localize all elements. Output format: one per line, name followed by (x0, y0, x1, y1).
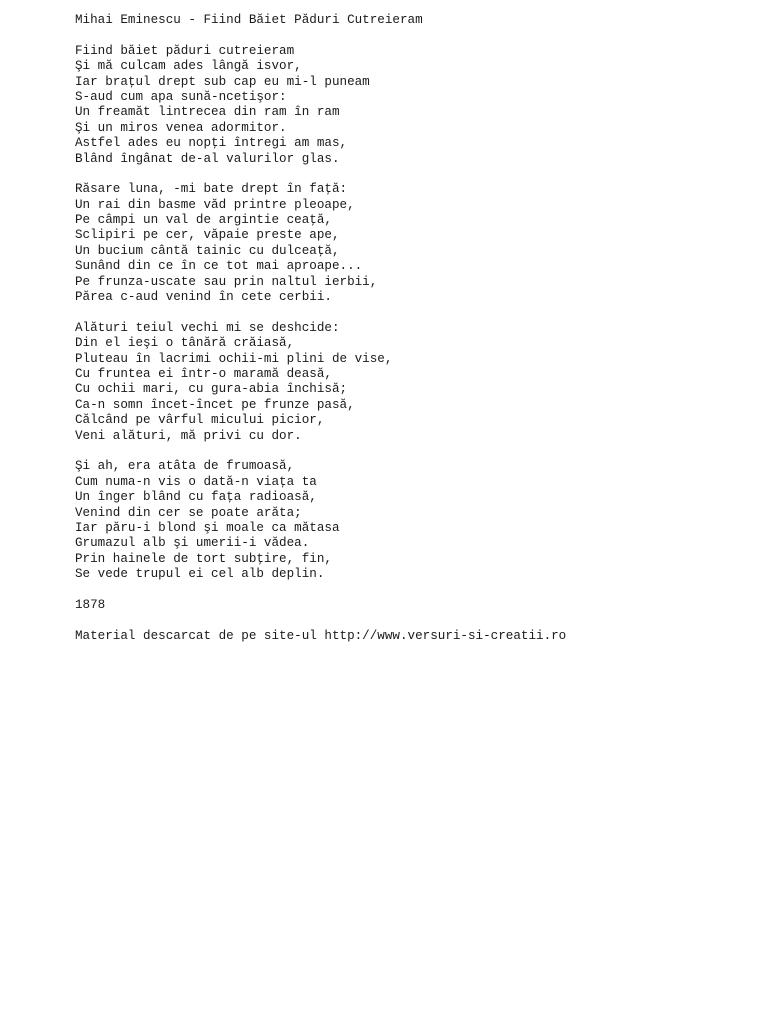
verse-line: Fiind băiet păduri cutreieram (75, 43, 295, 58)
verse-line: Răsare luna, -mi bate drept în faţă: (75, 182, 348, 197)
blank-line (75, 167, 748, 182)
stanza-1 (75, 44, 748, 167)
verse-line: Pe frunza-uscate sau prin naltul ierbii, (75, 274, 378, 289)
stanza-3 (75, 321, 748, 444)
source-footer: Material descarcat de pe site-ul http://www.versuri-si-creatii.ro (75, 628, 567, 643)
verse-line: Se vede trupul ei cel alb deplin. (75, 567, 325, 582)
blank-line (75, 444, 748, 459)
verse-line: Ca-n somn încet-încet pe frunze pasă, (75, 397, 355, 412)
verse-line: Un freamăt lintrecea din ram în ram (75, 105, 340, 120)
verse-line: Alături teiul vechi mi se deshcide: (75, 320, 340, 335)
document-title: Mihai Eminescu - Fiind Băiet Păduri Cutreieram (75, 13, 423, 27)
verse-line: Un înger blând cu faţa radioasă, (75, 490, 317, 505)
verse-line: Iar braţul drept sub cap eu mi-l puneam (75, 74, 370, 89)
poem-year: 1878 (75, 597, 106, 612)
verse-line: Pluteau în lacrimi ochii-mi plini de vise, (75, 351, 393, 366)
verse-line: Pe câmpi un val de argintie ceaţă, (75, 213, 332, 228)
verse-line: Cu fruntea ei într-o maramă deasă, (75, 366, 332, 381)
stanza-2 (75, 182, 748, 305)
verse-line: Venind din cer se poate arăta; (75, 505, 302, 520)
blank-line (75, 28, 748, 43)
verse-line: Din el ieşi o tânără crăiasă, (75, 336, 295, 351)
verse-line: Şi un miros venea adormitor. (75, 120, 287, 135)
verse-line: Iar păru-i blond şi moale ca mătasa (75, 520, 340, 535)
verse-line: Sclipiri pe cer, văpaie preste ape, (75, 228, 340, 243)
verse-line: Părea c-aud venind în cete cerbii. (75, 290, 332, 305)
verse-line: Blând îngânat de-al valurilor glas. (75, 151, 340, 166)
stanza-4 (75, 459, 748, 582)
verse-line: Un rai din basme văd printre pleoape, (75, 197, 355, 212)
verse-line: Călcând pe vârful micului picior, (75, 413, 325, 428)
blank-line (75, 305, 748, 320)
verse-line: Cum numa-n vis o dată-n viaţa ta (75, 474, 317, 489)
verse-line: Prin hainele de tort subţire, fin, (75, 551, 332, 566)
verse-line: Veni alături, mă privi cu dor. (75, 428, 302, 443)
verse-line: Cu ochii mari, cu gura-abia închisă; (75, 382, 348, 397)
verse-line: Un bucium cântă tainic cu dulceaţă, (75, 243, 340, 258)
verse-line: Sunând din ce în ce tot mai aproape... (75, 259, 363, 274)
verse-line: Şi mă culcam ades lângă isvor, (75, 59, 302, 74)
blank-line (75, 613, 748, 628)
blank-line (75, 582, 748, 597)
verse-line: Şi ah, era atâta de frumoasă, (75, 459, 295, 474)
document-page (75, 13, 748, 644)
verse-line: Grumazul alb şi umerii-i vădea. (75, 536, 310, 551)
verse-line: S-aud cum apa sună-ncetişor: (75, 89, 287, 104)
verse-line: Astfel ades eu nopţi întregi am mas, (75, 136, 348, 151)
